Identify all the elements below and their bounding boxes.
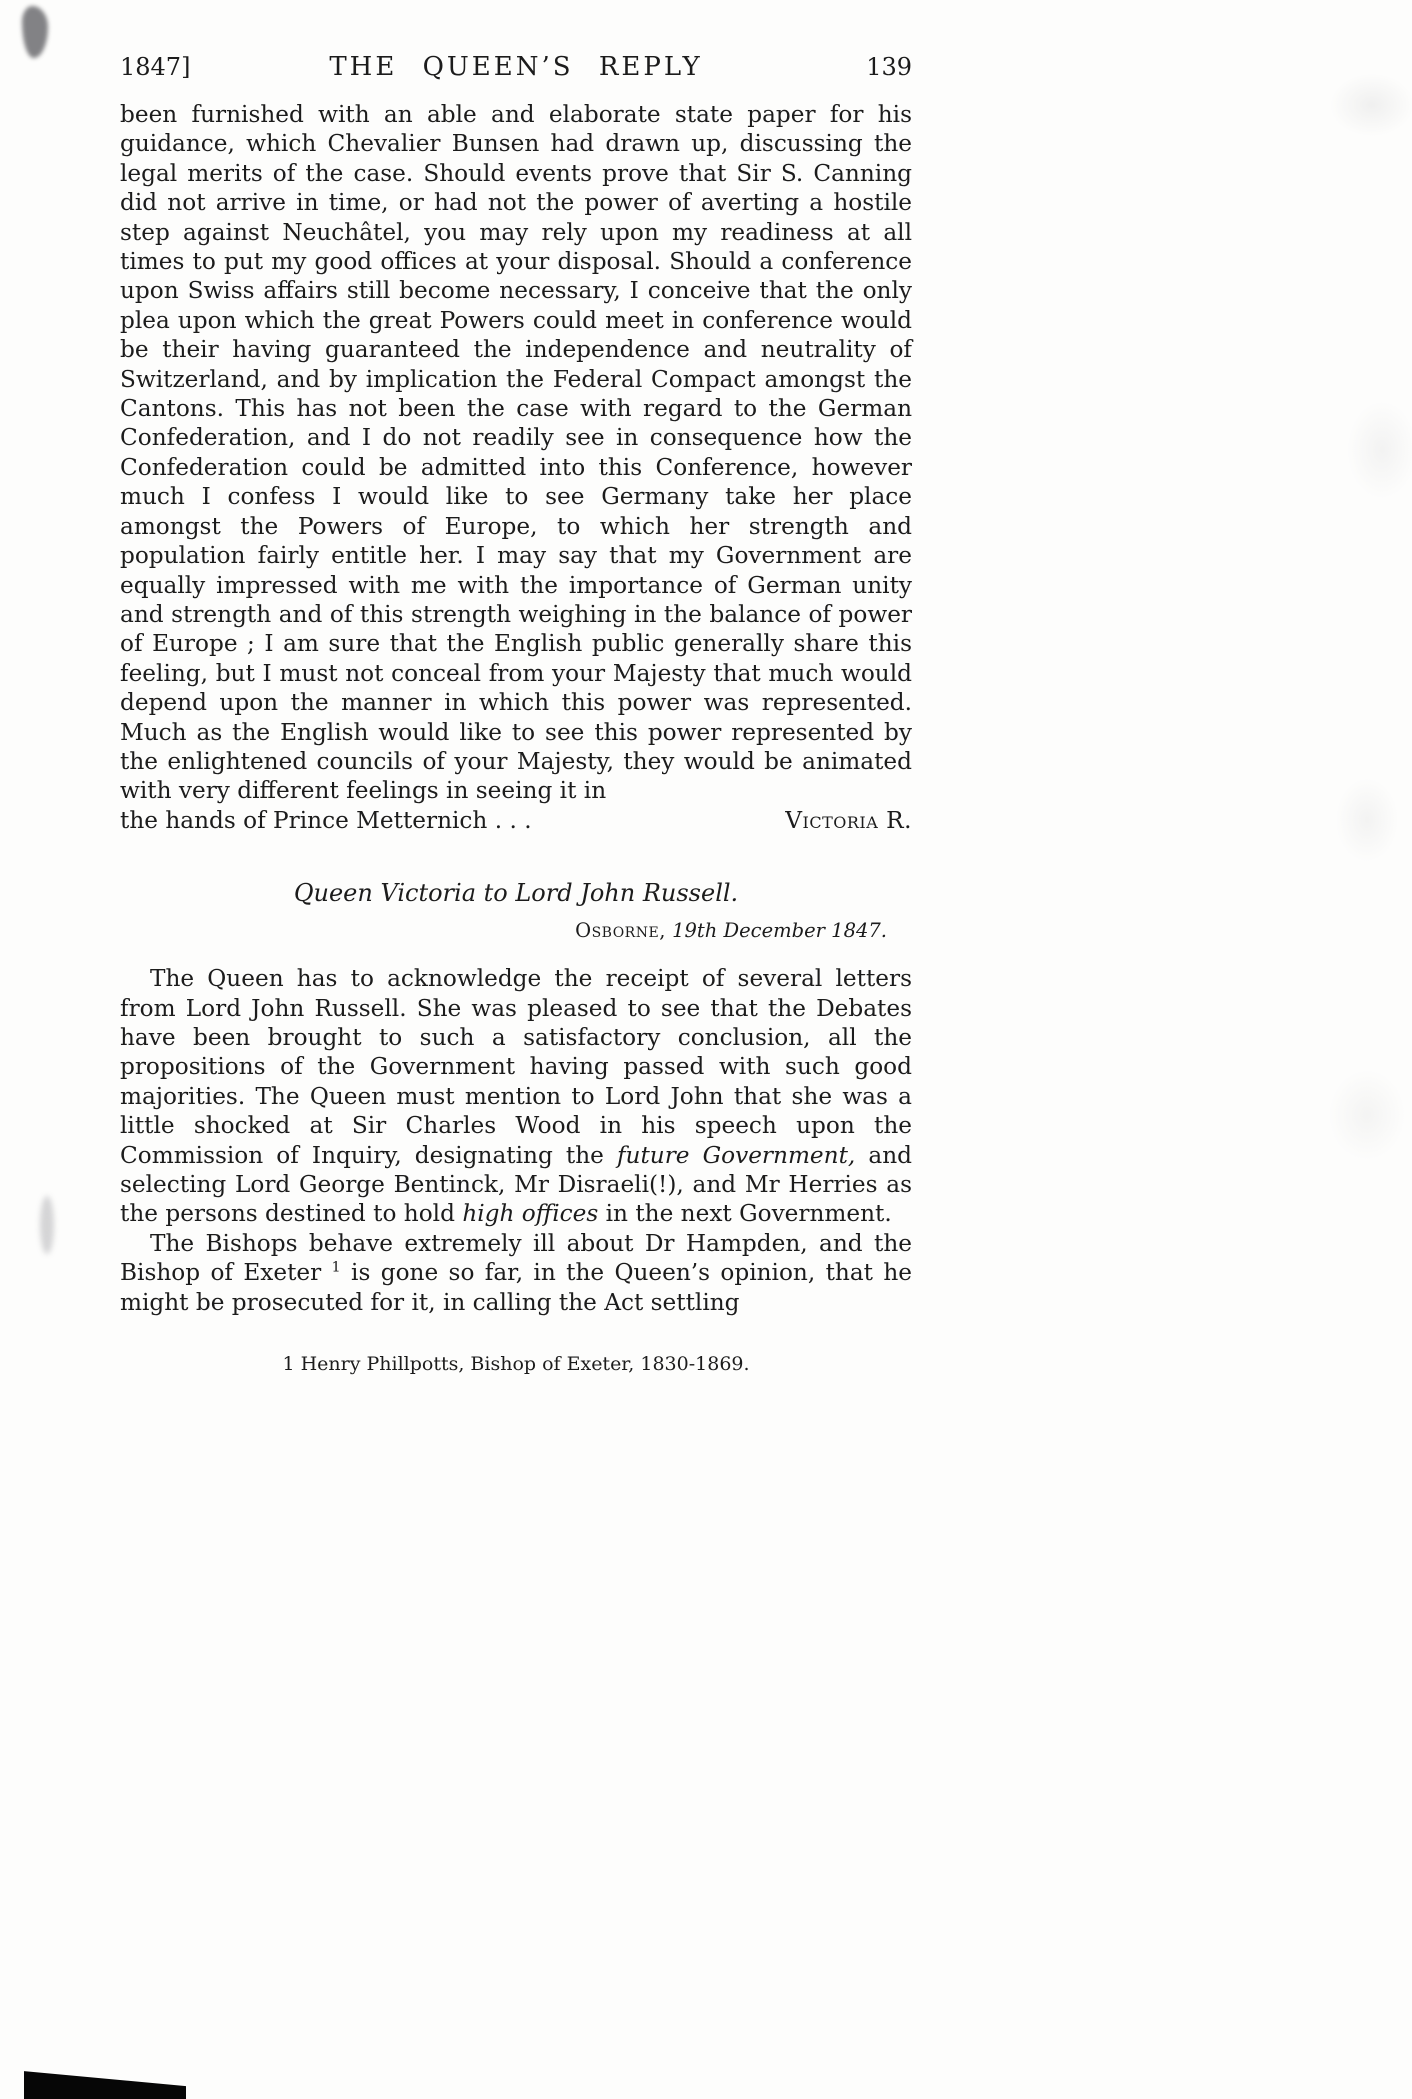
text-segment: 19th December 1847.	[665, 919, 887, 943]
letter-dateline	[120, 919, 912, 942]
letter-paragraph-1	[120, 964, 912, 1229]
text-segment: The Queen has to acknowledge the receipt of several letters from Lord John Russell. She was pleased to see that the Debates have been brought to such a satisfactory conclusion, all the propositions of the Government having passed with such good majorities. The Queen must mention to Lord John that she was a little shocked at Sir Charles Wood in his speech upon the Commission of Inquiry, designating the	[120, 965, 912, 1169]
text-segment: future Government,	[616, 1141, 856, 1169]
text-segment: is gone so far, in the Queen’s opinion, that he might be prosecuted for it, in calling the Act settling	[120, 1259, 912, 1316]
text-segment: and selecting Lord George Bentinck, Mr Disraeli(!), and Mr Herries as the persons destined to hold	[120, 1141, 912, 1228]
header-year: 1847]	[120, 53, 191, 81]
text-segment: Osborne,	[575, 919, 666, 943]
scan-black-mark-bottom-left	[24, 2065, 186, 2099]
text-segment: The Bishops behave extremely ill about Dr Hampden, and the Bishop of Exeter	[120, 1229, 912, 1287]
header-title: THE QUEEN’S REPLY	[329, 52, 703, 82]
scan-smudge-top-left	[22, 6, 48, 58]
letter-paragraph-2	[120, 1229, 912, 1317]
text-segment: 1	[331, 1259, 341, 1276]
header-page-number: 139	[866, 53, 912, 81]
footnote: 1 Henry Phillpotts, Bishop of Exeter, 1830-1869.	[282, 1353, 750, 1376]
letter-heading: Queen Victoria to Lord John Russell.	[293, 879, 739, 908]
text-segment: high offices	[462, 1200, 599, 1228]
letter-body-continuation: been furnished with an able and elaborate state paper for his guidance, which Chevalier Bunsen had drawn up, discussing the legal merits of the case. Should events prove that Sir S. Canning did not arrive in time, or had not the power of averting a hostile step against Neuchâtel, you may rely upon my readiness at all times to put my good offices at your disposal. Should a conference upon Swiss affairs still become necessary, I conceive that the only plea upon which the great Powers could meet in conference would be their having guaranteed the independence and neutrality of Switzerland, and by implication the Federal Compact amongst the Cantons. This has not been the case with regard to the German Confederation, and I do not readily see in consequence how the Confederation could be admitted into this Conference, however much I confess I would like to see Germany take her place amongst the Powers of Europe, to which her strength and population fairly entitle her. I may say that my Government are equally impressed with me with the importance of German unity and strength and of this strength weighing in the balance of power of Europe ; I am sure that the English public generally share this feeling, but I must not conceal from your Majesty that much would depend upon the manner in which this power was represented. Much as the English would like to see this power represented by the enlightened councils of your Majesty, they would be animated with very different feelings in seeing it in	[120, 101, 912, 805]
scan-smudge-left-margin	[40, 1196, 54, 1254]
signature-victoria: Victoria R.	[785, 806, 912, 834]
letter-last-line: the hands of Prince Metternich . . .	[120, 806, 532, 834]
running-header	[120, 52, 912, 82]
signature-line	[120, 806, 912, 835]
text-segment: in the next Government.	[598, 1200, 892, 1228]
page-content	[120, 52, 912, 1375]
